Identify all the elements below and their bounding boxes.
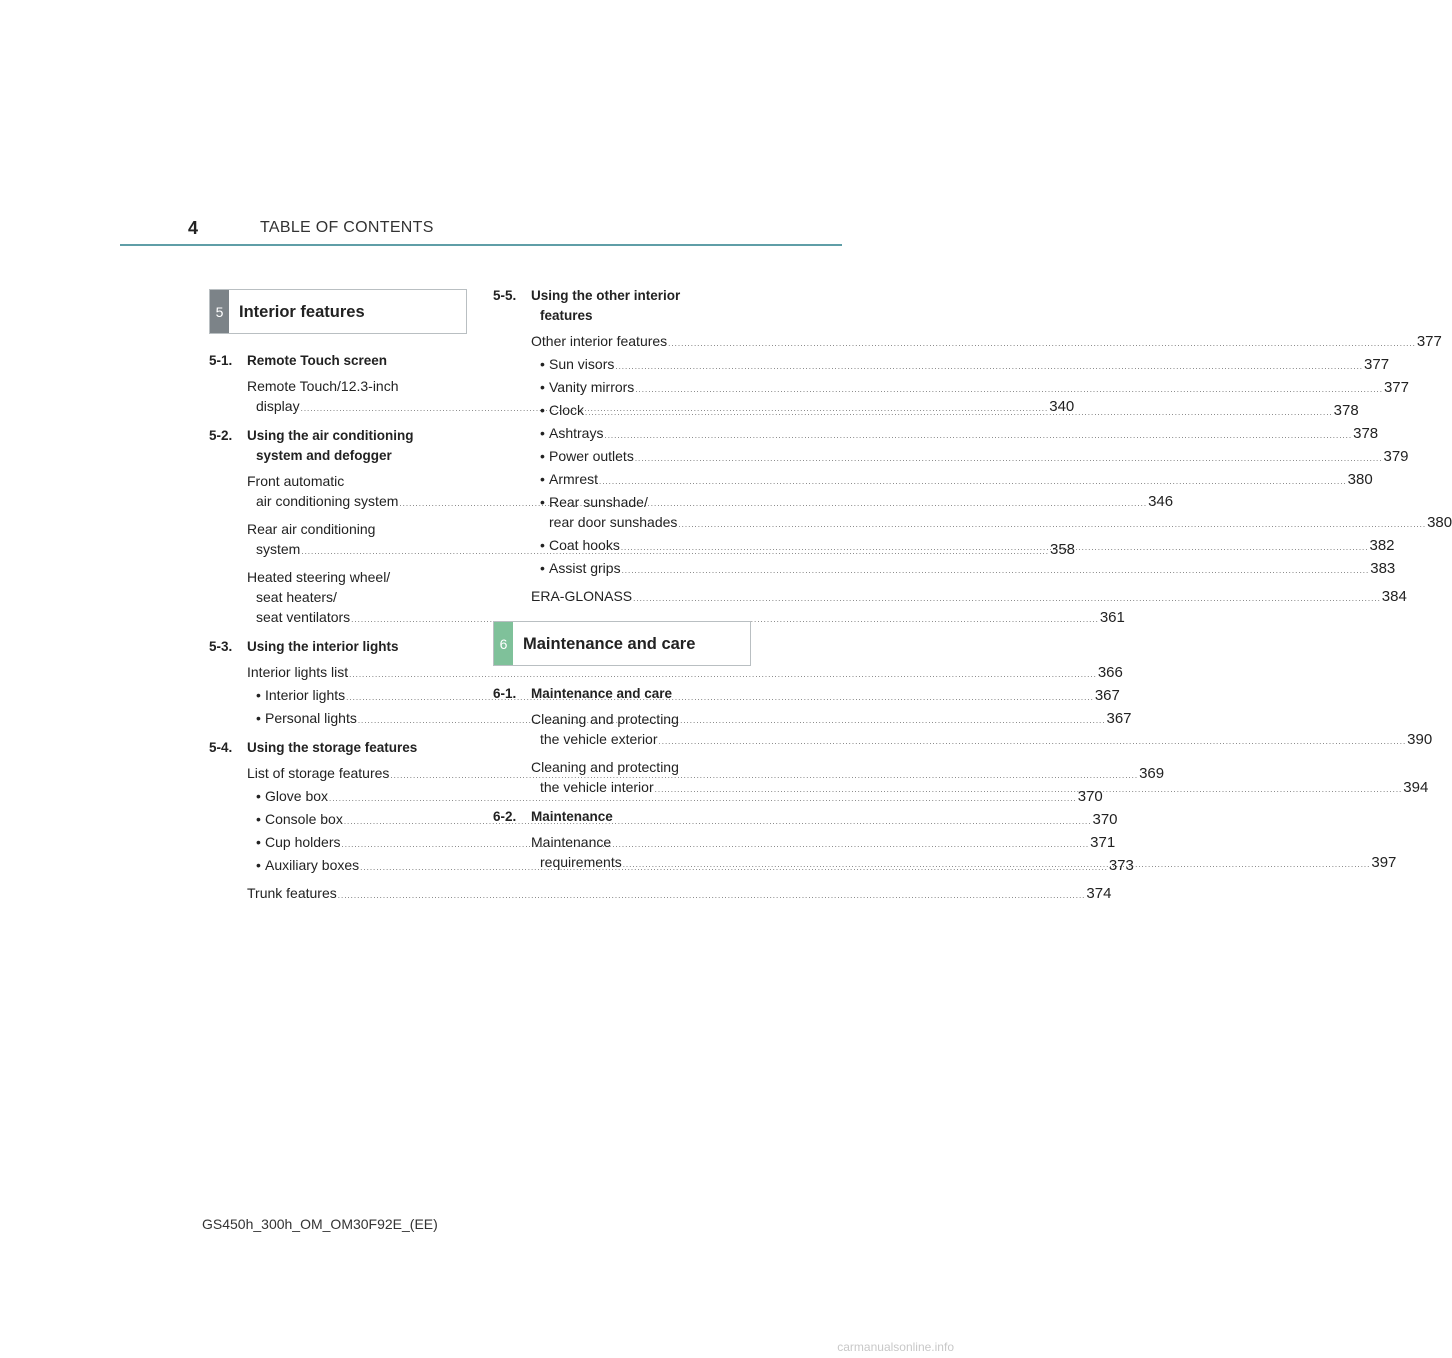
section-title: Using the air conditioning <box>247 428 414 443</box>
chapter-5-title: Interior features <box>239 303 365 321</box>
entry-line: Maintenance <box>531 834 612 850</box>
chapter-6-title: Maintenance and care <box>523 635 696 653</box>
page-ref: 397 <box>1371 854 1397 871</box>
entry-text: Auxiliary boxes <box>265 857 360 873</box>
toc-entry-interior-lights-list[interactable] <box>209 662 1123 685</box>
section-number: 5-4. <box>209 740 233 755</box>
toc-entry-other-interior[interactable] <box>493 331 1442 354</box>
page-ref: 377 <box>1416 333 1442 350</box>
section-title: Maintenance <box>531 809 613 824</box>
bullet: • <box>256 687 261 703</box>
section-number: 5-2. <box>209 428 233 443</box>
chapter-6-box[interactable] <box>493 621 751 666</box>
entry-line: Remote Touch/12.3-inch <box>247 378 399 394</box>
page-ref: 380 <box>1427 514 1452 531</box>
section-5-3[interactable] <box>209 637 467 657</box>
chapter-5-tab: 5 <box>210 290 229 333</box>
entry-line: Cleaning and protecting <box>531 759 679 775</box>
section-5-1[interactable] <box>209 351 467 371</box>
bullet: • <box>256 811 261 827</box>
toc-subentry[interactable] <box>493 446 1409 469</box>
entry-line: Front automatic <box>247 473 345 489</box>
entry-text: Assist grips <box>549 560 621 576</box>
entry-line: Heated steering wheel/ <box>247 569 391 585</box>
page-number: 4 <box>188 218 199 238</box>
bullet: • <box>540 448 545 464</box>
entry-text: the vehicle exterior <box>540 731 658 747</box>
entry-text: Trunk features <box>247 885 337 901</box>
page-ref: 367 <box>1094 687 1120 704</box>
entry-text: Other interior features <box>531 333 668 349</box>
entry-text: Sun visors <box>549 356 615 372</box>
page-ref: 378 <box>1353 425 1379 442</box>
chapter-5-box[interactable] <box>209 289 467 334</box>
toc-subentry[interactable] <box>493 377 1409 400</box>
page-ref: 367 <box>1106 710 1132 727</box>
section-6-1[interactable] <box>493 684 751 704</box>
toc-subentry[interactable] <box>493 469 1373 492</box>
entry-text: Cup holders <box>265 834 341 850</box>
section-number: 5-1. <box>209 353 233 368</box>
page-ref: 378 <box>1333 402 1359 419</box>
page-ref: 373 <box>1108 857 1134 874</box>
bullet: • <box>540 379 545 395</box>
page-ref: 370 <box>1092 811 1118 828</box>
page-ref: 390 <box>1407 731 1433 748</box>
toc-subentry[interactable] <box>493 423 1379 446</box>
entry-text: requirements <box>540 854 622 870</box>
toc-subentry[interactable] <box>493 354 1390 377</box>
entry-text: Console box <box>265 811 343 827</box>
entry-text: display <box>256 398 300 414</box>
header-title: TABLE OF CONTENTS <box>260 219 434 236</box>
page-ref: 383 <box>1370 560 1396 577</box>
entry-text: Vanity mirrors <box>549 379 635 395</box>
header-rule <box>120 244 842 246</box>
section-title: Maintenance and care <box>531 686 673 701</box>
entry-text: system <box>256 541 301 557</box>
entry-text: Power outlets <box>549 448 634 464</box>
bullet: • <box>256 857 261 873</box>
section-number: 6-2. <box>493 809 517 824</box>
toc-entry-era-glonass[interactable] <box>493 586 1407 609</box>
entry-text: Ashtrays <box>549 425 604 441</box>
page-ref: 370 <box>1077 788 1103 805</box>
entry-text: Interior lights list <box>247 664 349 680</box>
entry-text: Rear sunshade/ <box>549 494 648 510</box>
section-number: 5-5. <box>493 288 517 303</box>
bullet: • <box>256 788 261 804</box>
entry-text: air conditioning system <box>256 493 399 509</box>
page-ref: 366 <box>1097 664 1123 681</box>
entry-text: Glove box <box>265 788 329 804</box>
entry-line: seat heaters/ <box>256 589 337 605</box>
entry-text: Clock <box>549 402 585 418</box>
entry-text: seat ventilators <box>256 609 351 625</box>
section-5-4[interactable] <box>209 738 467 758</box>
chapter-6-tab: 6 <box>494 622 513 665</box>
entry-text: rear door sunshades <box>549 514 678 530</box>
page-ref: 374 <box>1086 885 1112 902</box>
section-title: Using the interior lights <box>247 639 399 654</box>
manual-code: GS450h_300h_OM_OM30F92E_(EE) <box>202 1216 438 1232</box>
bullet: • <box>540 494 545 510</box>
section-title: Using the storage features <box>247 740 418 755</box>
toc-entry-trunk[interactable] <box>209 883 1112 906</box>
bullet: • <box>540 356 545 372</box>
section-number: 6-1. <box>493 686 517 701</box>
page-ref: 377 <box>1383 379 1409 396</box>
entry-text: Armrest <box>549 471 598 487</box>
entry-text: List of storage features <box>247 765 390 781</box>
bullet: • <box>540 537 545 553</box>
toc-subentry[interactable] <box>493 558 1396 581</box>
entry-text: Personal lights <box>265 710 357 726</box>
page-ref: 346 <box>1148 493 1174 510</box>
page-ref: 394 <box>1403 779 1429 796</box>
section-6-2[interactable] <box>493 807 751 827</box>
page-ref: 379 <box>1383 448 1409 465</box>
bullet: • <box>256 834 261 850</box>
section-title-cont: system and defogger <box>256 448 392 463</box>
section-5-5[interactable] <box>493 286 751 326</box>
entry-text: the vehicle interior <box>540 779 654 795</box>
bullet: • <box>540 560 545 576</box>
section-5-2[interactable] <box>209 426 467 466</box>
page-ref: 369 <box>1139 765 1165 782</box>
bullet: • <box>540 425 545 441</box>
page-ref: 384 <box>1381 588 1407 605</box>
page-ref: 371 <box>1090 834 1116 851</box>
entry-line: Rear air conditioning <box>247 521 376 537</box>
section-title-cont: features <box>540 308 593 323</box>
page-ref: 382 <box>1369 537 1395 554</box>
bullet: • <box>540 402 545 418</box>
entry-text: Interior lights <box>265 687 346 703</box>
page-ref: 377 <box>1364 356 1390 373</box>
section-number: 5-3. <box>209 639 233 654</box>
page-header <box>120 214 842 248</box>
page-ref: 340 <box>1049 398 1075 415</box>
page-ref: 361 <box>1099 609 1125 626</box>
bullet: • <box>256 710 261 726</box>
page-ref: 358 <box>1050 541 1076 558</box>
entry-text: Coat hooks <box>549 537 620 553</box>
bullet: • <box>540 471 545 487</box>
entry-line: Cleaning and protecting <box>531 711 679 727</box>
watermark: carmanualsonline.info <box>837 1340 954 1354</box>
section-title: Using the other interior <box>531 288 681 303</box>
entry-text: ERA-GLONASS <box>531 588 633 604</box>
section-title: Remote Touch screen <box>247 353 388 368</box>
page-ref: 380 <box>1347 471 1373 488</box>
